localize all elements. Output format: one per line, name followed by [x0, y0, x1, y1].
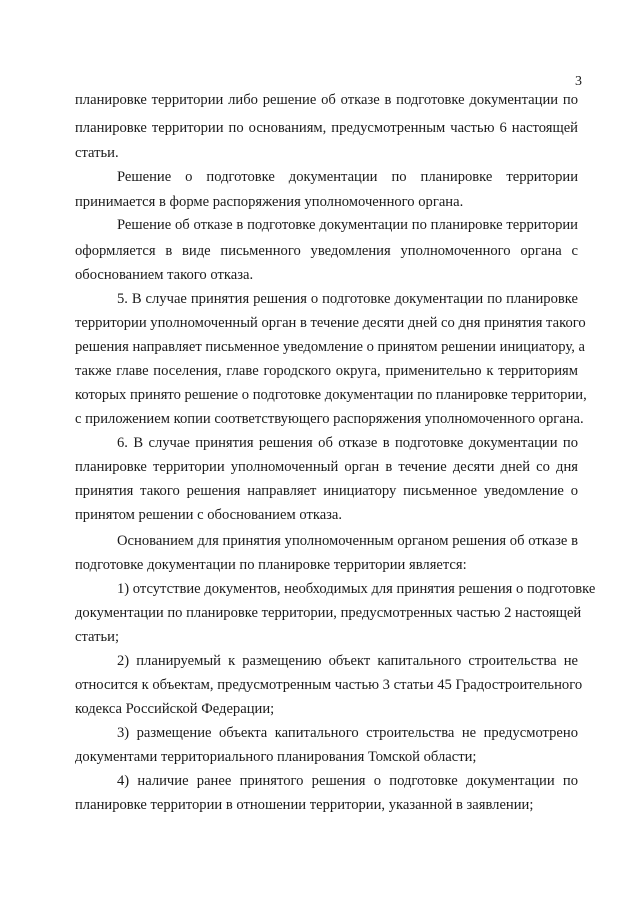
text-line: обоснованием такого отказа. — [75, 267, 254, 283]
text-line: территории уполномоченный орган в течение десяти дней со дня принятия такого — [75, 315, 586, 331]
text-line: подготовке документации по планировке территории является: — [75, 557, 467, 573]
text-line: принятия такого решения направляет инициатору письменное уведомление о — [75, 483, 578, 499]
text-line: статьи. — [75, 145, 119, 161]
text-line: относится к объектам, предусмотренным частью 3 статьи 45 Градостроительного — [75, 677, 583, 693]
text-line: 1) отсутствие документов, необходимых для принятия решения о подготовке — [117, 581, 596, 597]
text-line: принятом решении с обоснованием отказа. — [75, 507, 343, 523]
text-line: кодекса Российской Федерации; — [75, 701, 275, 717]
text-line: Основанием для принятия уполномоченным органом решения об отказе в — [117, 533, 578, 549]
text-line: 5. В случае принятия решения о подготовке документации по планировке — [117, 291, 578, 307]
text-line: документации по планировке территории, предусмотренных частью 2 настоящей — [75, 605, 582, 621]
text-line: 2) планируемый к размещению объект капитального строительства не — [117, 653, 578, 669]
text-line: 4) наличие ранее принятого решения о подготовке документации по — [117, 773, 578, 789]
text-line: с приложением копии соответствующего распоряжения уполномоченного органа. — [75, 411, 584, 427]
text-line: 6. В случае принятия решения об отказе в подготовке документации по — [117, 435, 578, 451]
page-number: 3 — [575, 74, 582, 89]
text-line: планировке территории либо решение об отказе в подготовке документации по — [75, 92, 578, 108]
text-line: решения направляет письменное уведомление о принятом решении инициатору, а — [75, 339, 585, 355]
text-line: документами территориального планирования Томской области; — [75, 749, 477, 765]
text-line: планировке территории уполномоченный орган в течение десяти дней со дня — [75, 459, 578, 475]
text-line: принимается в форме распоряжения уполномоченного органа. — [75, 194, 464, 210]
text-line: Решение об отказе в подготовке документации по планировке территории — [117, 217, 578, 233]
text-line: планировке территории в отношении территории, указанной в заявлении; — [75, 797, 534, 813]
text-line: планировке территории по основаниям, предусмотренным частью 6 настоящей — [75, 120, 578, 136]
text-line: также главе поселения, главе городского округа, применительно к территориям — [75, 363, 578, 379]
text-line: 3) размещение объекта капитального строительства не предусмотрено — [117, 725, 578, 741]
text-line: оформляется в виде письменного уведомления уполномоченного органа с — [75, 243, 578, 259]
text-line: статьи; — [75, 629, 120, 645]
text-line: Решение о подготовке документации по планировке территории — [117, 169, 578, 185]
text-line: которых принято решение о подготовке документации по планировке территории, — [75, 387, 587, 403]
